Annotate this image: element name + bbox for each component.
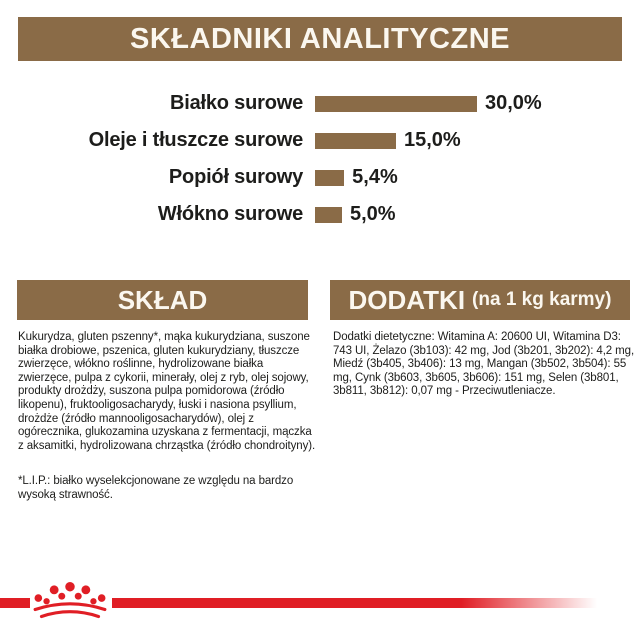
chart-row: [0, 159, 640, 196]
chart-value-label: 15,0%: [404, 129, 461, 151]
chart-row: [0, 196, 640, 233]
chart-value-label: 30,0%: [485, 92, 542, 114]
chart-category-label: Białko surowe: [170, 92, 303, 114]
chart-value-label: 5,4%: [352, 166, 398, 188]
dodatki-title-suffix: (na 1 kg karmy): [472, 289, 612, 310]
chart-row: [0, 122, 640, 159]
chart-value-label: 5,0%: [350, 203, 396, 225]
chart-bar: [315, 96, 477, 112]
sklad-footnote: *L.I.P.: białko wyselekcjonowane ze względu na bardzo wysoką strawność.: [18, 475, 294, 501]
sklad-header-bar: [17, 280, 308, 320]
chart-category-label: Włókno surowe: [157, 203, 303, 225]
royal-canin-crown-icon: [32, 581, 108, 619]
dodatki-body-text: Dodatki dietetyczne: Witamina A: 20600 UI, Witamina D3: 743 UI, Żelazo (3b103): 42 mg, Jod (3b201, 3b202): 4,2 mg, Miedź (3b405, 3b406): 13 mg, Mangan (3b502, 3b504): 55 mg, Cynk (3b603, 3b605, 3b606): 151 mg, Selen (3b801, 3b811, 3b812): 0,07 mg - Przeciwutleniacze.: [333, 331, 635, 398]
analytical-title: SKŁADNIKI ANALITYCZNE: [130, 22, 510, 55]
footer-stripe-left: [0, 598, 30, 608]
analytical-header-bar: [18, 17, 622, 61]
chart-category-label: Popiół surowy: [168, 166, 303, 188]
sklad-body-text: Kukurydza, gluten pszenny*, mąka kukurydziana, suszone białka drobiowe, pszenica, gluten kukurydziany, tłuszcze zwierzęce, włókno roślinne, hydrolizowane białka zwierzęce, pulpa z cykorii, minerały, olej z ryb, olej sojowy, produkty drożdży, suszona pulpa pomidorowa (źródło likopenu), fruktooligosacharydy, łuski i nasiona psyllium, drożdże (źródło mannooligosacharydów), olej z ogórecznika, glukozamina uzyskana z fermentacji, mączka z aksamitki, hydrolizowana chrząstka (źródło chondroityny).: [18, 331, 316, 452]
dodatki-title: DODATKI: [348, 285, 466, 315]
chart-bar: [315, 170, 344, 186]
dodatki-header-bar: [330, 280, 630, 320]
footer-stripe-right: [112, 598, 597, 608]
sklad-title: SKŁAD: [117, 285, 208, 315]
chart-bar: [315, 133, 396, 149]
analytical-chart: [0, 85, 640, 233]
chart-category-label: Oleje i tłuszcze surowe: [88, 129, 303, 151]
chart-bar: [315, 207, 342, 223]
chart-row: [0, 85, 640, 122]
